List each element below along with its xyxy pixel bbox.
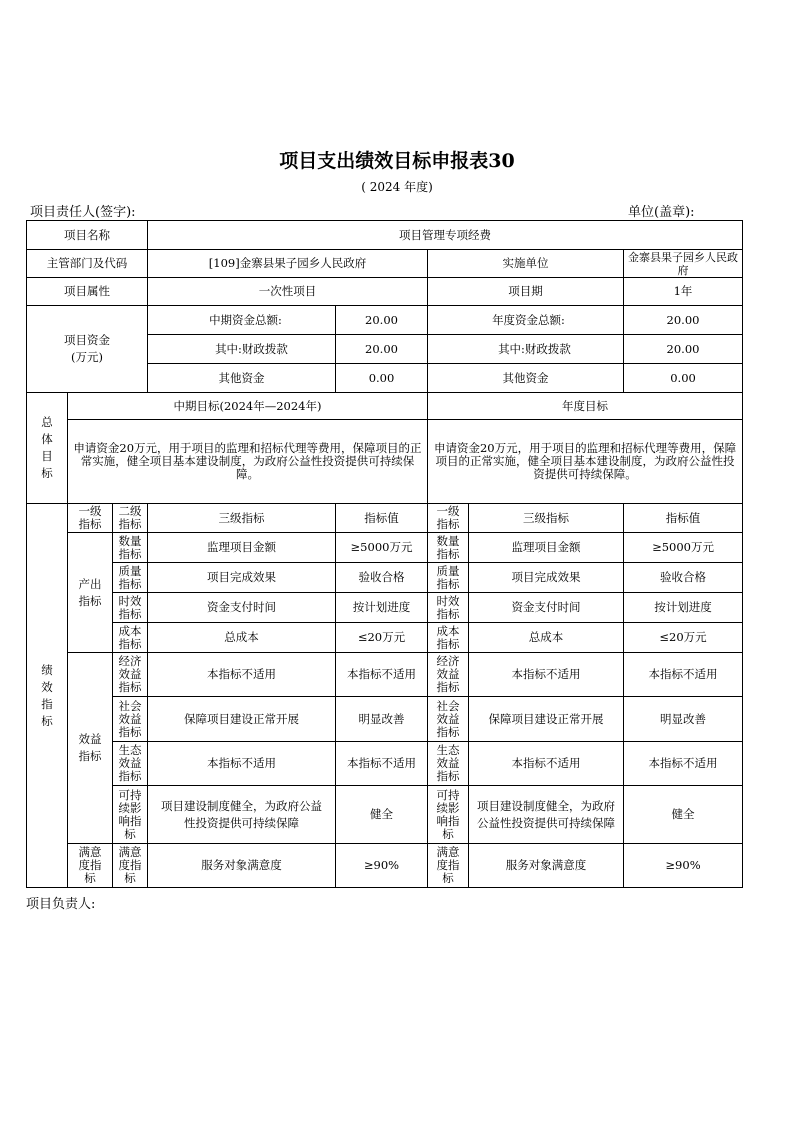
indicator-l3-year: 服务对象满意度 <box>469 844 624 888</box>
indicator-l2: 满意 度指 标 <box>113 844 148 888</box>
indicator-value: 按计划进度 <box>336 593 428 623</box>
indicator-value-year: 验收合格 <box>624 563 743 593</box>
indicator-l3: 总成本 <box>148 623 336 653</box>
indicator-l2: 成本 指标 <box>113 623 148 653</box>
year-other-value: 0.00 <box>624 364 743 393</box>
indicator-value-year: ≤20万元 <box>624 623 743 653</box>
indicator-l3: 本指标不适用 <box>148 653 336 697</box>
year-goal-text: 申请资金20万元，用于项目的监理和招标代理等费用，保障项目的正常实施，健全项目基本建设制度，为政府公益性投资提供可持续保障。 <box>428 420 743 504</box>
mid-fiscal-label: 其中:财政拨款 <box>148 335 336 364</box>
unit-seal-label: 单位(盖章): <box>628 205 695 220</box>
dept-value: [109]金寨县果子园乡人民政府 <box>148 250 428 278</box>
impl-unit-label: 实施单位 <box>428 250 624 278</box>
indicator-value: 验收合格 <box>336 563 428 593</box>
indicator-l2: 社会 效益 指标 <box>113 697 148 742</box>
year-total-label: 年度资金总额: <box>428 306 624 335</box>
year-other-label: 其他资金 <box>428 364 624 393</box>
value-header-year: 指标值 <box>624 504 743 533</box>
indicator-value-year: ≥90% <box>624 844 743 888</box>
indicators-label: 绩 效 指 标 <box>27 504 68 888</box>
impl-unit-value: 金寨县果子园乡人民政府 <box>624 250 743 278</box>
responsible-signature-label: 项目责任人(签字): <box>30 205 136 220</box>
year-goal-header: 年度目标 <box>428 393 743 420</box>
indicator-value: ≥90% <box>336 844 428 888</box>
indicator-l2: 质量 指标 <box>113 563 148 593</box>
indicator-value: 本指标不适用 <box>336 742 428 786</box>
indicator-l2: 经济 效益 指标 <box>113 653 148 697</box>
fiscal-year: ( 2024 年度) <box>361 180 433 194</box>
indicator-l2-year: 满意 度指 标 <box>428 844 469 888</box>
indicator-l3-year: 资金支付时间 <box>469 593 624 623</box>
mid-total-value: 20.00 <box>336 306 428 335</box>
indicator-l3: 服务对象满意度 <box>148 844 336 888</box>
mid-goal-text: 申请资金20万元，用于项目的监理和招标代理等费用，保障项目的正常实施，健全项目基本建设制度，为政府公益性投资提供可持续保障。 <box>68 420 428 504</box>
indicator-l3-year: 本指标不适用 <box>469 653 624 697</box>
indicator-l2-year: 成本 指标 <box>428 623 469 653</box>
indicator-l3: 项目完成效果 <box>148 563 336 593</box>
level3-header-year: 三级指标 <box>469 504 624 533</box>
indicator-l2-year: 经济 效益 指标 <box>428 653 469 697</box>
indicator-l2-year: 可持 续影 响指 标 <box>428 786 469 844</box>
indicator-l2-year: 时效 指标 <box>428 593 469 623</box>
year-fiscal-value: 20.00 <box>624 335 743 364</box>
indicator-value: 明显改善 <box>336 697 428 742</box>
indicator-l3: 监理项目金额 <box>148 533 336 563</box>
level3-header: 三级指标 <box>148 504 336 533</box>
indicator-value-year: 健全 <box>624 786 743 844</box>
indicator-l3: 资金支付时间 <box>148 593 336 623</box>
year-total-value: 20.00 <box>624 306 743 335</box>
indicator-value: ≤20万元 <box>336 623 428 653</box>
mid-total-label: 中期资金总额: <box>148 306 336 335</box>
indicator-value-year: 本指标不适用 <box>624 742 743 786</box>
indicator-l2-year: 数量 指标 <box>428 533 469 563</box>
indicator-l2-year: 生态 效益 指标 <box>428 742 469 786</box>
satisfaction-indicator-label: 满意 度指 标 <box>68 844 113 888</box>
level2-header: 二级 指标 <box>113 504 148 533</box>
indicator-l3: 保障项目建设正常开展 <box>148 697 336 742</box>
indicator-value-year: ≥5000万元 <box>624 533 743 563</box>
mid-other-value: 0.00 <box>336 364 428 393</box>
overall-goal-label: 总 体 目 标 <box>27 393 68 504</box>
benefit-indicator-label: 效益 指标 <box>68 653 113 844</box>
form-title: 项目支出绩效目标申报表30 <box>279 150 515 172</box>
dept-label: 主管部门及代码 <box>27 250 148 278</box>
indicator-l3: 项目建设制度健全，为政府公益性投资提供可持续保障 <box>148 786 336 844</box>
indicator-l2: 生态 效益 指标 <box>113 742 148 786</box>
indicator-value-year: 按计划进度 <box>624 593 743 623</box>
project-leader-label: 项目负责人: <box>26 897 96 912</box>
attr-value: 一次性项目 <box>148 278 428 306</box>
performance-target-table <box>26 220 743 888</box>
indicator-value-year: 本指标不适用 <box>624 653 743 697</box>
indicator-value: 健全 <box>336 786 428 844</box>
indicator-value-year: 明显改善 <box>624 697 743 742</box>
indicator-l3-year: 项目建设制度健全，为政府公益性投资提供可持续保障 <box>469 786 624 844</box>
level2-header-year: 一级 指标 <box>428 504 469 533</box>
indicator-l2: 时效 指标 <box>113 593 148 623</box>
indicator-l2-year: 社会 效益 指标 <box>428 697 469 742</box>
level1-header: 一级 指标 <box>68 504 113 533</box>
indicator-l2: 可持 续影 响指 标 <box>113 786 148 844</box>
output-indicator-label: 产出 指标 <box>68 533 113 653</box>
project-name-value: 项目管理专项经费 <box>148 221 743 250</box>
indicator-l3-year: 总成本 <box>469 623 624 653</box>
indicator-l2: 数量 指标 <box>113 533 148 563</box>
indicator-l3-year: 本指标不适用 <box>469 742 624 786</box>
value-header: 指标值 <box>336 504 428 533</box>
indicator-value: ≥5000万元 <box>336 533 428 563</box>
project-name-label: 项目名称 <box>27 221 148 250</box>
period-label: 项目期 <box>428 278 624 306</box>
indicator-value: 本指标不适用 <box>336 653 428 697</box>
year-fiscal-label: 其中:财政拨款 <box>428 335 624 364</box>
indicator-l3-year: 保障项目建设正常开展 <box>469 697 624 742</box>
indicator-l3-year: 监理项目金额 <box>469 533 624 563</box>
funds-label: 项目资金 (万元) <box>27 306 148 393</box>
indicator-l3-year: 项目完成效果 <box>469 563 624 593</box>
mid-goal-header: 中期目标(2024年—2024年) <box>68 393 428 420</box>
period-value: 1年 <box>624 278 743 306</box>
mid-other-label: 其他资金 <box>148 364 336 393</box>
attr-label: 项目属性 <box>27 278 148 306</box>
indicator-l3: 本指标不适用 <box>148 742 336 786</box>
indicator-l2-year: 质量 指标 <box>428 563 469 593</box>
mid-fiscal-value: 20.00 <box>336 335 428 364</box>
